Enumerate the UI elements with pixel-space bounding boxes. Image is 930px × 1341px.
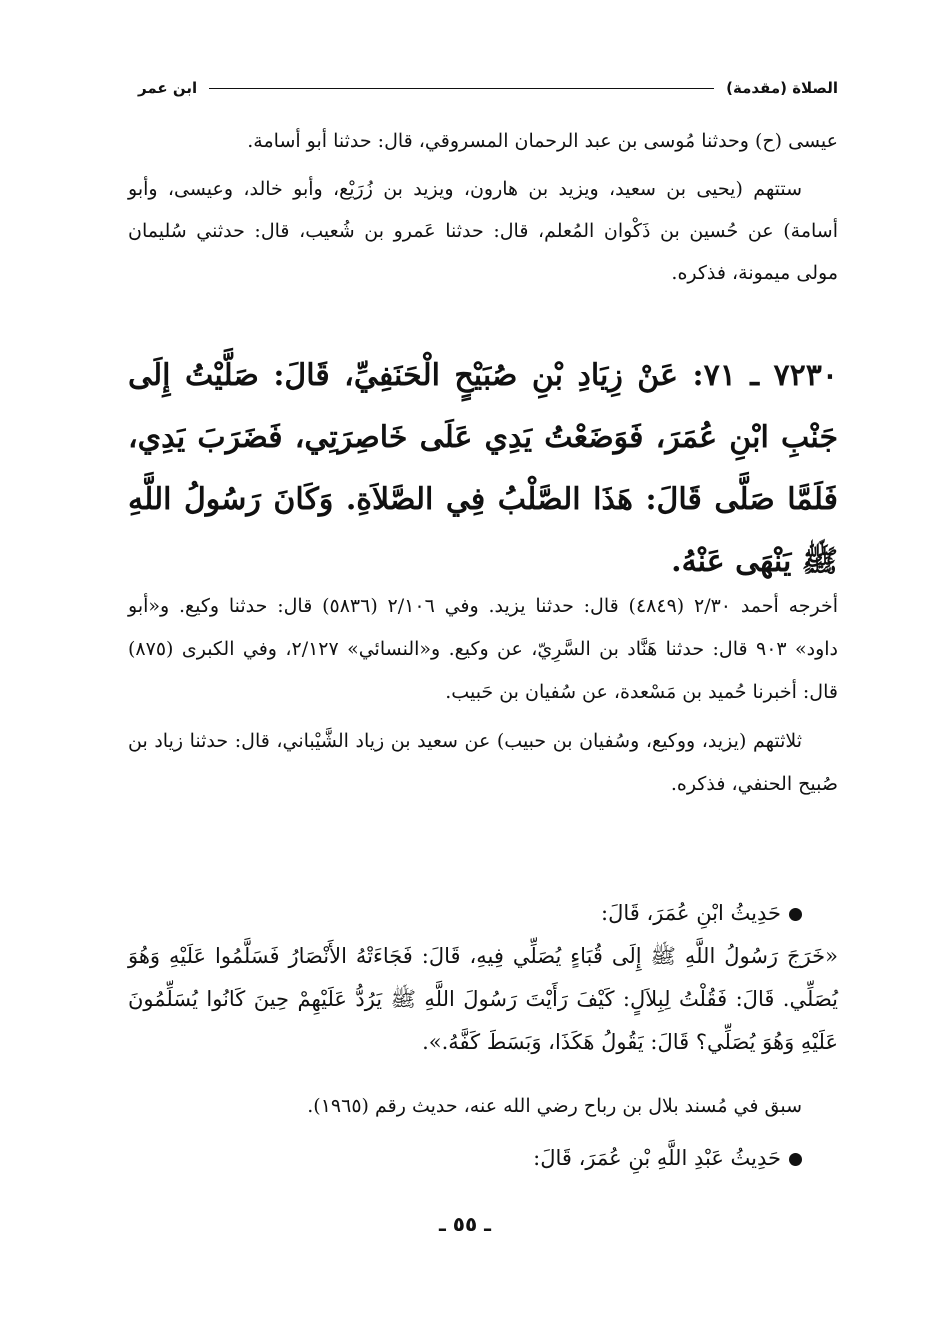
- page-number: ـ ٥٥ ـ: [438, 1212, 492, 1236]
- hadith-b-heading-text: حَدِيثُ ابْنِ عُمَرَ، قَالَ:: [601, 901, 781, 925]
- header-rule: [209, 88, 714, 89]
- bullet-icon: [789, 908, 802, 921]
- hadith-7230: [128, 345, 838, 593]
- hadith-b-text: «خَرَجَ رَسُولُ اللَّهِ ﷺ إِلَى قُبَاءٍ يُصَلِّي فِيهِ، قَالَ: فَجَاءَتْهُ الأَنْصَارُ فَسَلَّمُوا عَلَيْهِ وَهُوَ يُصَلِّي. قَالَ: فَقُلْتُ لِبِلاَلٍ: كَيْفَ رَأَيْتَ رَسُولَ اللَّهِ ﷺ يَرُدُّ عَلَيْهِمْ حِينَ كَانُوا يُسَلِّمُونَ عَلَيْهِ وَهُوَ يُصَلِّي؟ قَالَ: يَقُولُ هَكَذَا، وَبَسَطَ كَفَّهُ.».: [128, 944, 838, 1054]
- hadith-b-heading: [128, 892, 838, 935]
- hadith-b-note: [128, 1085, 838, 1128]
- header-section-title: ابن عمر: [138, 79, 198, 97]
- running-header: [138, 74, 838, 102]
- hadith-c-heading: [128, 1137, 838, 1180]
- header-chapter-title: الصلاة (مقدمة): [726, 79, 838, 97]
- takhrij-paragraph-1: أخرجه أحمد ٢/٣٠ (٤٨٤٩) قال: حدثنا يزيد. وفي ٢/١٠٦ (٥٨٣٦) قال: حدثنا وكيع. و«أبو داود» ٩٠٣ قال: حدثنا هَنَّاد بن السَّرِيّ، عن وكيع. و«النسائي» ٢/١٢٧، وفي الكبرى (٨٧٥) قال: أخبرنا حُميد بن مَسْعدة، عن سُفيان بن حَبيب.: [128, 595, 839, 703]
- narration-paragraph-2: ستتهم (يحيى بن سعيد، ويزيد بن هارون، ويزيد بن زُرَيْع، وأبو خالد، وعيسى، وأبو أسامة) عن حُسين بن ذَكْوان المُعلم، قال: حدثنا عَمرو بن شُعيب، قال: حدثني سُليمان مولى ميمونة، فذكره.: [128, 178, 838, 284]
- hadith-c-heading-text: حَدِيثُ عَبْدِ اللَّهِ بْنِ عُمَرَ، قَالَ:: [533, 1146, 781, 1170]
- narration-continued: [128, 120, 838, 294]
- takhrij-7230: [128, 585, 838, 806]
- narration-line-1: عيسى (ح) وحدثنا مُوسى بن عبد الرحمان المسروقي، قال: حدثنا أبو أسامة.: [247, 130, 838, 152]
- takhrij-paragraph-2: ثلاثتهم (يزيد، ووكيع، وسُفيان بن حبيب) عن سعيد بن زياد الشَّيْباني، قال: حدثنا زياد بن صُبيح الحنفي، فذكره.: [128, 730, 838, 795]
- hadith-7230-text: ٧٢٣٠ ـ ٧١: عَنْ زِيَادِ بْنِ صُبَيْحٍ الْحَنَفِيِّ، قَالَ: صَلَّيْتُ إِلَى جَنْبِ ابْنِ عُمَرَ، فَوَضَعْتُ يَدِي عَلَى خَاصِرَتِي، فَضَرَبَ يَدِي، فَلَمَّا صَلَّى قَالَ: هَذَا الصَّلْبُ فِي الصَّلاَةِ. وَكَانَ رَسُولُ اللَّهِ ﷺ يَنْهَى عَنْهُ.: [128, 358, 838, 579]
- hadith-c: [128, 1137, 838, 1180]
- hadith-b: [128, 892, 838, 1064]
- hadith-b-note-text: سبق في مُسند بلال بن رباح رضي الله عنه، حديث رقم (١٩٦٥).: [307, 1095, 802, 1117]
- bullet-icon: [789, 1153, 802, 1166]
